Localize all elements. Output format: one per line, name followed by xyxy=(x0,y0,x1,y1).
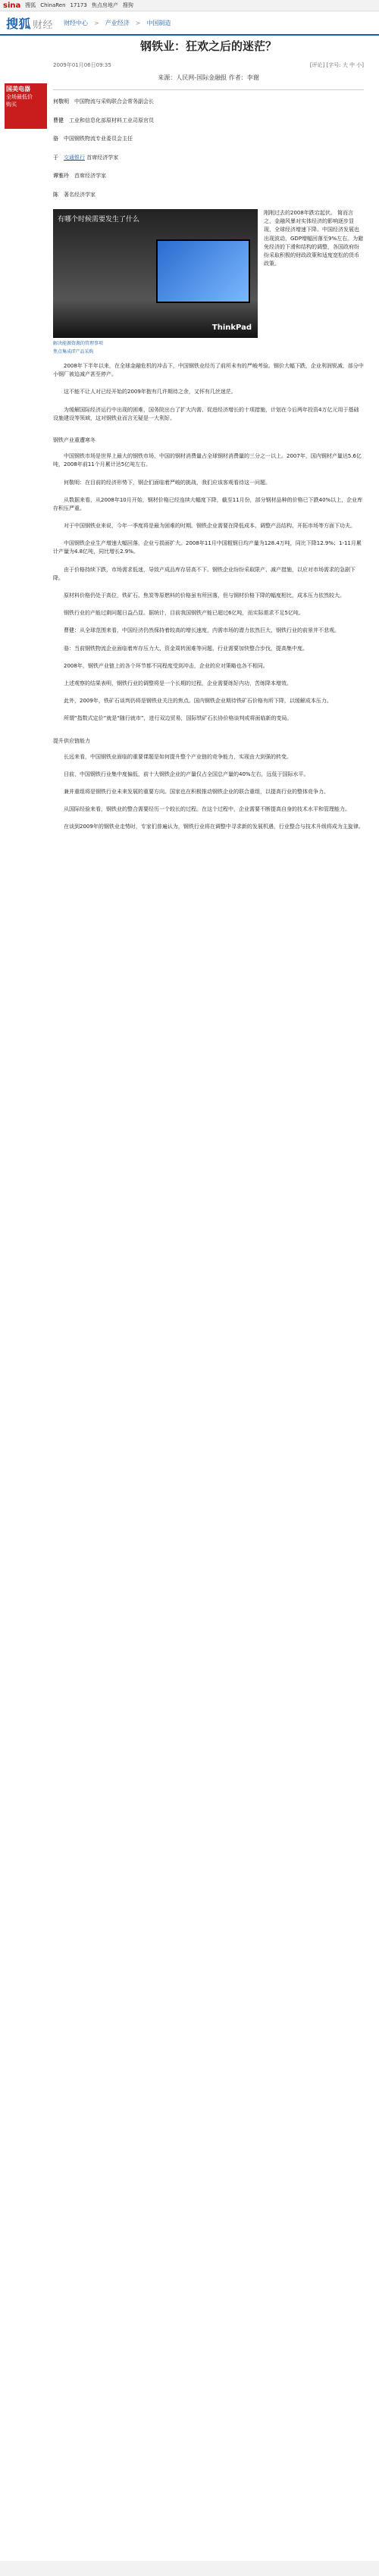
paragraph: 目前，中国钢铁行业集中度偏低，前十大钢铁企业的产量仅占全国总产量的40%左右，远低于国际水平。 xyxy=(64,771,309,777)
paragraph: 所谓“指数式定价”就是“随行就市”，进行双边贸易，国际铁矿石长协价格谈判或将面临新的变局。 xyxy=(64,715,293,722)
section-heading: 钢铁产业重遭寒冬 xyxy=(53,436,96,443)
paragraph: 此外，2009年，铁矿石谈判仍将是钢铁业关注的焦点。国内钢铁企业期待铁矿石价格有所下降，以缓解成本压力。 xyxy=(64,698,332,705)
person-item xyxy=(53,191,364,199)
paragraph: 兼并重组将是钢铁行业未来发展的重要方向。国家也在积极推动钢铁企业的联合重组，以提高行业的整体竞争力。 xyxy=(64,789,329,796)
paragraph: 中国钢铁市场是世界上最大的钢铁市场，中国的钢材消费量占全球钢材消费量的三分之一以上。2007年，国内钢材产量达5.6亿吨，2008年前11个月累计达5亿吨左右。 xyxy=(53,453,362,468)
paragraph: 为缓解国际经济运行中出现的困难，国务院出台了扩大内需、促进经济增长的十项措施，计划在今后两年投资4万亿元用于基础设施建设等领域，这对钢铁业而言无疑是一大利好。 xyxy=(53,406,359,421)
paragraph: 长远来看，中国钢铁业面临的重要课题是如何提升整个产业链的竞争能力，实现由大到强的转变。 xyxy=(64,753,292,760)
brand-sub: 财经 xyxy=(33,19,54,31)
person-item xyxy=(53,135,364,143)
left-advertisement[interactable] xyxy=(5,83,47,129)
brand-name: 搜狐 xyxy=(6,16,32,31)
paragraph: 钢铁行业的产能过剩问题日益凸显。据统计，目前我国钢铁产能已超过6亿吨，而实际需求不足5亿吨。 xyxy=(64,610,304,617)
breadcrumb-item-china-made[interactable]: 中国制造 xyxy=(146,19,171,27)
person-item xyxy=(53,98,364,106)
breadcrumb-separator: > xyxy=(94,19,99,27)
paragraph: 中国钢铁企业生产增速大幅回落，企业亏损面扩大。2008年11月中国粗钢日均产量为128.4万吨，同比下降12.9%；1-11月累计产量为4.8亿吨，同比增长2.9%。 xyxy=(53,540,362,555)
people-list xyxy=(53,98,364,199)
article-date: 2009年01月06日09:35 xyxy=(53,62,111,68)
paragraph: 在谈到2009年的钢铁业走势时，专家们普遍认为，钢铁行业将在调整中寻求新的发展机遇，行业整合与技术升级将成为主旋律。 xyxy=(64,824,364,830)
site-logo[interactable]: sina xyxy=(3,1,21,10)
paragraph: 由于价格持续下跌，市场需求低迷，导致产成品库存居高不下。钢铁企业纷纷采取限产、减产措施，以应对市场需求的急剧下降。 xyxy=(53,566,356,581)
figure-side-text: 刚刚过去的2008年跌宕起伏。 简而言之，金融风暴对实体经济的影响逐步显现，全球经济增速下降。中国经济发展也出现波动，GDP增幅回落至9%左右。为避免经济的下滑和结构的调整，各国政府纷纷采取积极的财政政策和适度宽松的货币政策。 xyxy=(264,210,364,267)
topbar-link-focus[interactable]: 焦点房地产 xyxy=(91,2,118,8)
breadcrumb-item-finance[interactable]: 财经中心 xyxy=(64,19,89,27)
paragraph: 原材料价格仍处于高位，铁矿石、焦炭等原燃料的价格虽有所回落，但与钢材价格下降的幅度相比，成本压力依然较大。 xyxy=(64,592,345,599)
person-title: 中国钢铁物流专业委员会主任 xyxy=(64,136,133,142)
brand-logo[interactable] xyxy=(6,14,53,32)
article-byline: 来源：人民网-国际金融报 作者：李谢 xyxy=(158,74,259,81)
figure-brand: ThinkPad xyxy=(211,324,252,332)
paragraph: 何敬明：在目前的经济形势下，钢企们面临着严峻的挑战，我们应该客观看待这一问题。 xyxy=(64,479,271,486)
ad-image[interactable] xyxy=(53,209,258,338)
paragraph: 上述观察的结果表明，钢铁行业的调整将是一个长期的过程，企业需要练好内功，苦练降本增效。 xyxy=(64,680,292,686)
top-navigation-bar xyxy=(0,0,379,11)
person-title: 著名经济学家 xyxy=(64,191,96,198)
person-link[interactable]: 交通银行 xyxy=(64,154,85,161)
paragraph: 曹健：从全球范围来看，中国经济仍然保持着较高的增长速度，内需市场的潜力依然巨大，钢铁行业的前景并不悲观。 xyxy=(64,627,340,634)
person-name: 于 xyxy=(53,154,58,161)
paragraph: 骆：当前钢铁物流企业面临着库存压力大、资金周转困难等问题，行业需要加快整合步伐，提高集中度。 xyxy=(64,645,308,652)
paragraph: 这不能不让人对已经开始的2009年抱有几许期待之余，又怀有几丝迷茫。 xyxy=(64,389,236,395)
figure-headline: 有哪个时候需要发生了什么 xyxy=(58,216,140,224)
person-title: 首席经济学家 xyxy=(74,173,106,179)
article-body xyxy=(53,362,364,832)
person-title: 工业和信息化部原材料工业司原官员 xyxy=(69,117,154,123)
article-title: 钢铁业：狂欢之后的迷茫？ xyxy=(139,39,277,53)
footer-bar xyxy=(0,2561,379,2576)
person-item xyxy=(53,117,364,125)
figure-wrapper xyxy=(53,209,258,355)
person-name: 陈 xyxy=(53,191,58,198)
paragraph: 从数据来看，从2008年10月开始，钢材价格已经连续大幅度下降，截至11月份，部分钢材品种的价格已下跌40%以上，企业库存积压严重。 xyxy=(53,496,363,511)
laptop-screen xyxy=(156,239,250,303)
person-title: 中国物流与采购联合会常务副会长 xyxy=(74,98,154,105)
paragraph: 2008年下半年以来，在全球金融危机的冲击下，中国钢铁业经历了前所未有的严峻考验。钢价大幅下跌，企业利润锐减，部分中小钢厂被迫减产甚至停产。 xyxy=(53,363,364,378)
person-title: 首席经济学家 xyxy=(86,154,119,161)
person-name: 谭雅玲 xyxy=(53,173,69,179)
ad-line-2: 购买 xyxy=(6,102,17,108)
ad-line-1: 全场最低价 xyxy=(6,94,33,100)
person-item xyxy=(53,154,364,162)
breadcrumb-separator: > xyxy=(135,19,141,27)
ad-title: 国美电器 xyxy=(6,86,30,92)
breadcrumb-item-industry[interactable]: 产业经济 xyxy=(105,19,130,27)
topbar-link-chinaren[interactable]: ChinaRen xyxy=(40,2,66,8)
divider xyxy=(53,89,364,90)
topbar-link-17173[interactable]: 17173 xyxy=(70,2,87,8)
section-heading: 提升供应链能力 xyxy=(53,737,90,744)
paragraph: 从国际经验来看，钢铁业的整合需要经历一个较长的过程。在这个过程中，企业需要不断提高自身的技术水平和管理能力。 xyxy=(64,806,350,813)
person-name: 骆 xyxy=(53,136,58,142)
paragraph: 2008年，钢铁产业链上的各个环节都不同程度受到冲击，企业的应对策略也各不相同。 xyxy=(64,662,268,669)
topbar-link-sohu[interactable]: 搜狐 xyxy=(25,2,36,8)
figure-caption-1[interactable]: 解决能源资源的管理事项 xyxy=(53,341,104,346)
article-content xyxy=(53,38,364,841)
topbar-link-sogou[interactable]: 搜狗 xyxy=(122,2,133,8)
person-name: 曹健 xyxy=(53,117,64,123)
article-meta xyxy=(53,61,364,69)
site-header xyxy=(0,11,379,36)
person-name: 何敬明 xyxy=(53,98,69,105)
figure-caption-2[interactable]: 焦点集成IT产品采购 xyxy=(53,349,94,355)
breadcrumb xyxy=(64,19,171,27)
paragraph: 对于中国钢铁业来说，今年一季度将是最为困难的时期。钢铁企业需要在降低成本、调整产品结构、开拓市场等方面下功夫。 xyxy=(64,523,356,530)
article-tools[interactable]: [评论] [字号: 大 中 小] xyxy=(309,62,364,68)
person-item xyxy=(53,172,364,180)
article-figure xyxy=(53,209,364,355)
